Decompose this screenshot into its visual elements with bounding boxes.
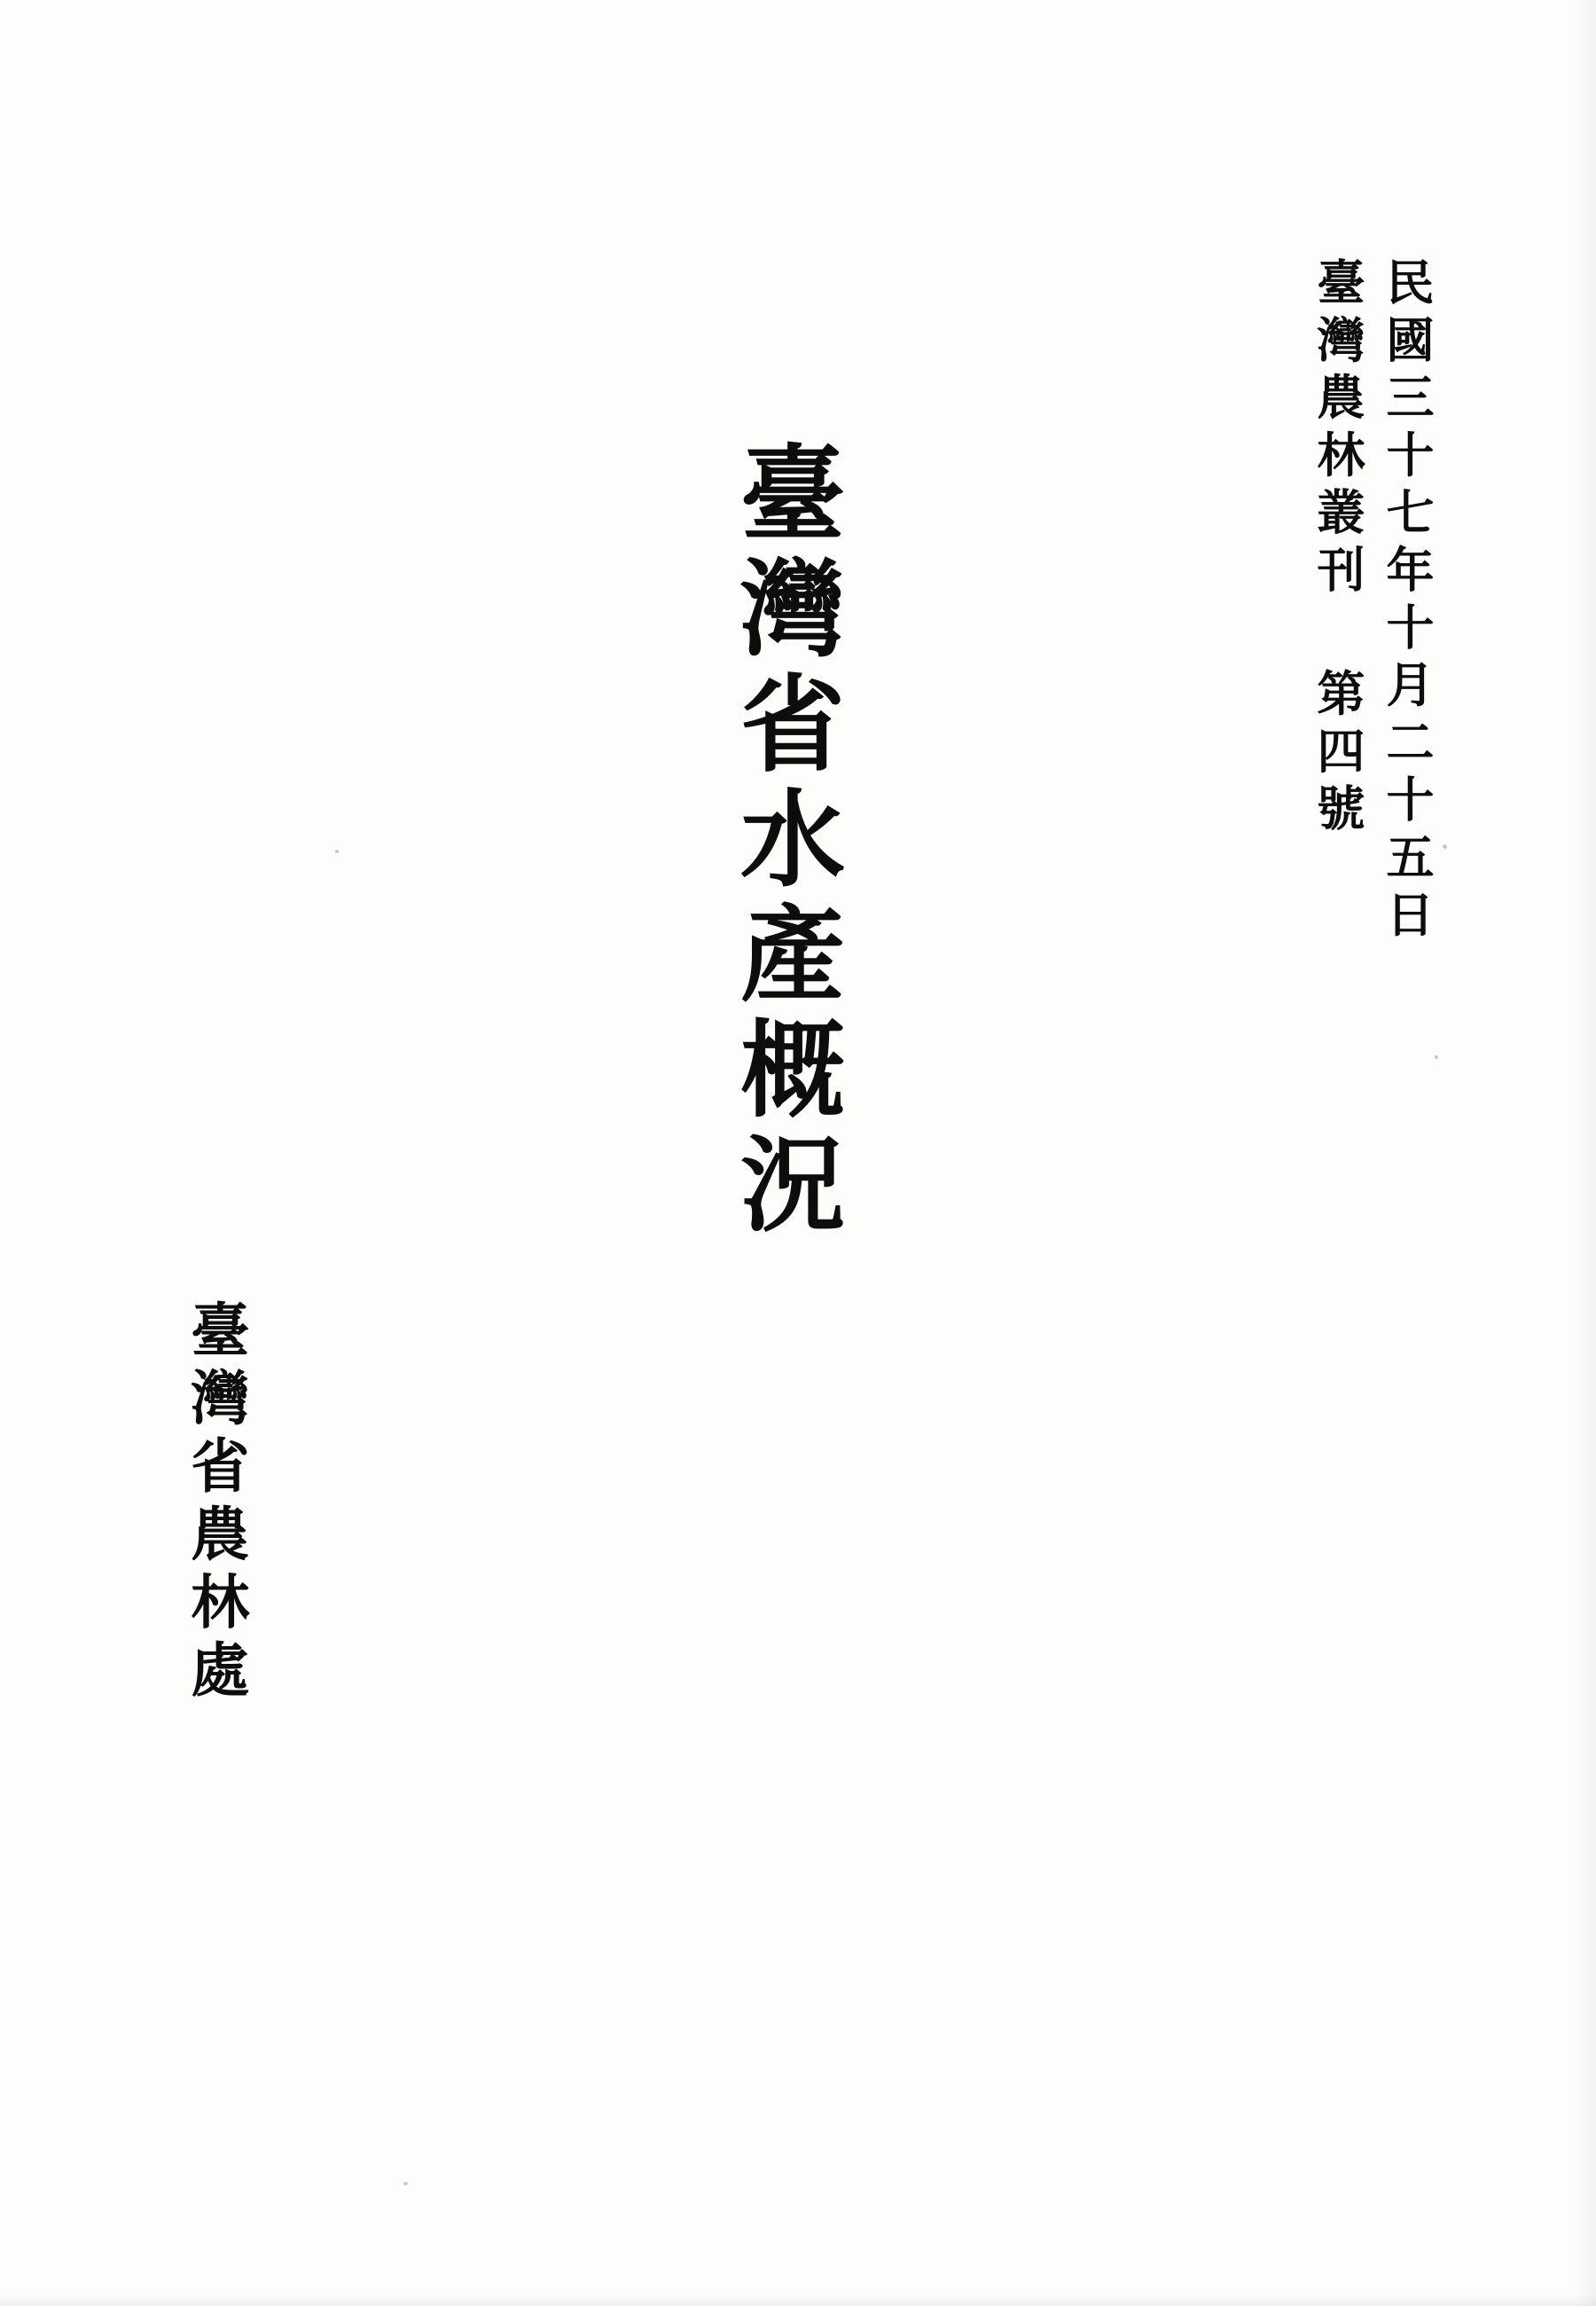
scan-speckle [1443,844,1447,849]
scan-speckle [403,2182,408,2185]
page-title: 臺灣省水產概況 [722,439,846,1245]
scan-speckle [1435,1055,1438,1059]
publisher-name: 臺灣省農林處 [180,1299,250,1707]
series-title: 臺灣農林叢刊 第四號 [1310,257,1366,841]
scan-speckle [335,850,339,853]
publication-date: 民國三十七年十月二十五日 [1379,257,1436,947]
